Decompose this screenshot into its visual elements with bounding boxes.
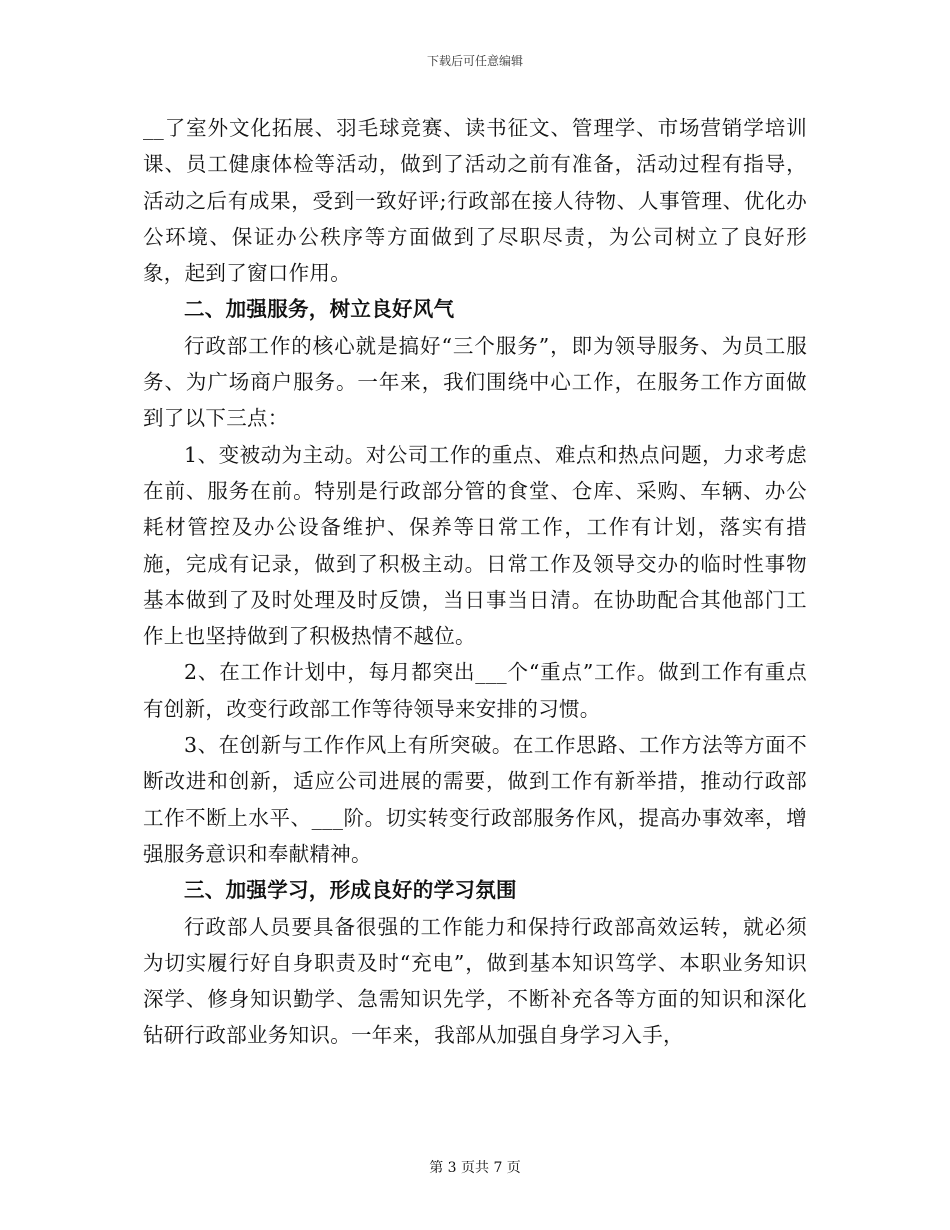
paragraph-learning: 行政部人员要具备很强的工作能力和保持行政部高效运转，就必须为切实履行好自身职责及时“充电”，做到基本知识笃学、本职业务知识深学、修身知识勤学、急需知识先学，不断补充各等方面的知识和深化钻研行政部业务知识。一年来，我部从加强自身学习入手， [143, 914, 807, 1048]
document-body [143, 110, 807, 1054]
section-heading-2: 二、加强服务，树立良好风气 [184, 297, 455, 322]
page-footer: 第 3 页共 7 页 [429, 1160, 521, 1176]
paragraph-service-intro: 行政部工作的核心就是搞好“三个服务”，即为领导服务、为员工服务、为广场商户服务。一年来，我们围绕中心工作，在服务工作方面做到了以下三点： [143, 333, 807, 431]
section-heading-3: 三、加强学习，形成良好的学习氛围 [184, 878, 517, 903]
paragraph-point-1: 1、变被动为主动。对公司工作的重点、难点和热点问题，力求考虑在前、服务在前。特别是行政部分管的食堂、仓库、采购、车辆、办公耗材管控及办公设备维护、保养等日常工作，工作有计划，落实有措施，完成有记录，做到了积极主动。日常工作及领导交办的临时性事物基本做到了及时处理及时反馈，当日事当日清。在协助配合其他部门工作上也坚持做到了积极热情不越位。 [143, 442, 807, 649]
paragraph-point-3: 3、在创新与工作作风上有所突破。在工作思路、工作方法等方面不断改进和创新，适应公司进展的需要，做到工作有新举措，推动行政部工作不断上水平、___阶。切实转变行政部服务作风，提高办事效率，增强服务意识和奉献精神。 [143, 733, 807, 866]
page-header: 下载后可任意编辑 [426, 54, 523, 68]
paragraph-continuation: __了室外文化拓展、羽毛球竞赛、读书征文、管理学、市场营销学培训课、员工健康体检等活动，做到了活动之前有准备，活动过程有指导，活动之后有成果，受到一致好评;行政部在接人待物、人事管理、优化办公环境、保证办公秩序等方面做到了尽职尽责，为公司树立了良好形象，起到了窗口作用。 [143, 116, 807, 286]
paragraph-point-2: 2、在工作计划中，每月都突出___个“重点”工作。做到工作有重点有创新，改变行政部工作等待领导来安排的习惯。 [143, 660, 807, 721]
